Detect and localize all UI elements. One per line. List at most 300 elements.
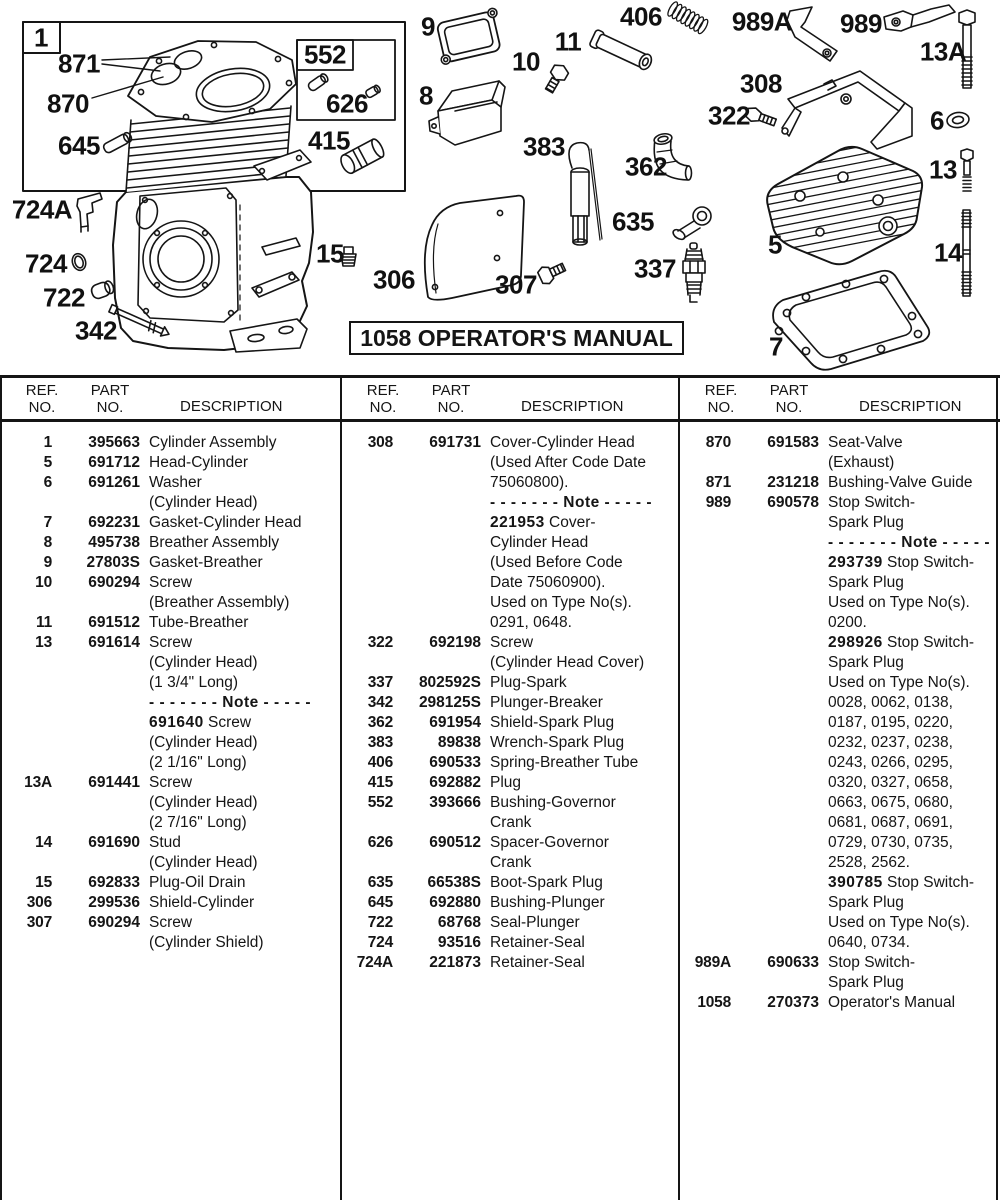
ref-no-cell: 14 — [35, 834, 52, 851]
parts-table-row — [343, 693, 676, 713]
part-no-cell: 66538S — [427, 874, 481, 891]
part-callout-label: 871 — [58, 48, 100, 79]
description-cell: (1 3/4" Long) — [149, 674, 239, 691]
part-callout-label: 15 — [316, 238, 344, 269]
parts-table-row — [2, 513, 338, 533]
part-no-cell — [393, 613, 481, 633]
part-722-seal-drawing — [90, 279, 115, 300]
parts-table-row — [343, 953, 676, 973]
parts-table-row — [2, 653, 338, 673]
parts-table-row — [681, 933, 994, 953]
parts-table-row — [343, 593, 676, 613]
operators-manual-box: 1058 OPERATOR'S MANUAL — [349, 321, 684, 355]
description-cell: 0232, 0237, 0238, — [828, 734, 953, 751]
parts-table-row — [343, 653, 676, 673]
part-callout-label: 724A — [11, 194, 73, 225]
part-no-cell — [731, 513, 819, 533]
description-cell: Used on Type No(s). — [490, 594, 632, 611]
description-cell: Operator's Manual — [828, 994, 956, 1011]
parts-table-row — [2, 733, 338, 753]
parts-table-row — [681, 453, 994, 473]
parts-table-row — [681, 553, 994, 573]
part-no-cell — [731, 773, 819, 793]
part-no-cell — [52, 693, 140, 713]
part-callout-label: 307 — [495, 269, 537, 300]
col2-part-header: PART NO. — [431, 382, 471, 416]
parts-table-row — [2, 893, 338, 913]
ref-no-cell — [681, 753, 731, 773]
description-cell: 298926 Stop Switch- — [828, 634, 975, 651]
description-cell: Used on Type No(s). — [828, 674, 970, 691]
part-callout-label: 870 — [47, 88, 89, 119]
parts-table-row — [2, 573, 338, 593]
part-callout-label: 626 — [326, 88, 368, 119]
parts-table-row — [343, 913, 676, 933]
parts-table-row — [681, 573, 994, 593]
parts-table-row — [681, 953, 994, 973]
description-cell: 0200. — [828, 614, 867, 631]
col1-ref-header: REF. NO. — [25, 382, 59, 416]
parts-table-row — [343, 473, 676, 493]
description-cell: - - - - - - - Note - - - - - — [490, 494, 653, 511]
part-no-cell: 299536 — [88, 894, 140, 911]
parts-table-row — [2, 933, 338, 953]
description-cell: Cylinder Assembly — [149, 434, 277, 451]
parts-table-row — [2, 453, 338, 473]
parts-table-row — [681, 913, 994, 933]
parts-table-row — [2, 593, 338, 613]
part-no-cell — [731, 753, 819, 773]
parts-table-row — [343, 873, 676, 893]
part-no-cell — [393, 533, 481, 553]
description-cell: Bushing-Governor — [490, 794, 616, 811]
part-callout-label: 322 — [708, 100, 750, 131]
part-no-cell — [731, 833, 819, 853]
parts-table-row — [343, 833, 676, 853]
table-top-rule — [0, 375, 1000, 378]
part-635-boot-drawing — [671, 207, 711, 241]
ref-no-cell — [681, 553, 731, 573]
parts-table-row — [2, 793, 338, 813]
parts-table-row — [681, 993, 994, 1013]
part-no-cell: 691954 — [429, 714, 481, 731]
ref-no-cell — [343, 473, 393, 493]
description-cell: Date 75060900). — [490, 574, 606, 591]
description-cell: Plug-Spark — [490, 674, 567, 691]
parts-table-row — [343, 813, 676, 833]
description-cell: Cover-Cylinder Head — [490, 434, 635, 451]
description-cell: Cylinder Head — [490, 534, 589, 551]
part-no-cell: 393666 — [429, 794, 481, 811]
parts-table-row — [681, 813, 994, 833]
part-1-cylinder-assembly-drawing — [92, 41, 313, 352]
description-cell: (Exhaust) — [828, 454, 895, 471]
parts-table-row — [681, 893, 994, 913]
ref-no-cell: 870 — [705, 434, 731, 451]
parts-table-row — [2, 713, 338, 733]
table-header-rule — [0, 419, 1000, 422]
ref-no-cell: 9 — [43, 554, 52, 571]
part-no-cell: 802592S — [418, 674, 481, 691]
description-cell: Plug-Oil Drain — [149, 874, 246, 891]
description-cell: 691640 Screw — [149, 714, 252, 731]
part-no-cell — [393, 853, 481, 873]
description-cell: 293739 Stop Switch- — [828, 554, 975, 571]
description-cell: Stop Switch- — [828, 954, 916, 971]
ref-no-cell — [681, 933, 731, 953]
part-no-cell — [731, 853, 819, 873]
col2-description-header: DESCRIPTION — [521, 398, 624, 415]
description-cell: Used on Type No(s). — [828, 914, 970, 931]
parts-table-row — [343, 493, 676, 513]
ref-no-cell — [2, 713, 52, 733]
parts-table-row — [2, 813, 338, 833]
part-no-cell — [52, 793, 140, 813]
description-cell: (Cylinder Head Cover) — [490, 654, 645, 671]
part-no-cell: 690294 — [88, 574, 140, 591]
description-cell: Spark Plug — [828, 574, 904, 591]
parts-table-row — [2, 613, 338, 633]
part-no-cell — [52, 853, 140, 873]
description-cell: Shield-Cylinder — [149, 894, 255, 911]
part-no-cell: 691512 — [88, 614, 140, 631]
part-no-cell: 692833 — [88, 874, 140, 891]
parts-table-row — [681, 793, 994, 813]
parts-table-row — [681, 753, 994, 773]
description-cell: Bushing-Valve Guide — [828, 474, 973, 491]
parts-table-row — [343, 853, 676, 873]
part-no-cell: 690578 — [767, 494, 819, 511]
table-right-border — [996, 375, 998, 1200]
parts-table-row — [681, 973, 994, 993]
part-no-cell: 68768 — [437, 914, 481, 931]
description-cell: 0028, 0062, 0138, — [828, 694, 953, 711]
part-no-cell — [393, 573, 481, 593]
parts-table-row — [681, 493, 994, 513]
part-no-cell — [393, 553, 481, 573]
description-cell: Head-Cylinder — [149, 454, 249, 471]
part-337-spark-plug-drawing — [683, 243, 705, 302]
part-7-gasket-drawing — [773, 271, 929, 370]
ref-no-cell — [681, 593, 731, 613]
description-cell: 0291, 0648. — [490, 614, 572, 631]
ref-no-cell — [343, 653, 393, 673]
part-no-cell — [52, 493, 140, 513]
description-cell: Screw — [490, 634, 534, 651]
part-no-cell — [731, 913, 819, 933]
ref-no-cell — [2, 593, 52, 613]
parts-table-row — [343, 533, 676, 553]
ref-no-cell — [2, 653, 52, 673]
ref-no-cell — [681, 533, 731, 553]
description-cell: 0681, 0687, 0691, — [828, 814, 953, 831]
description-cell: 0187, 0195, 0220, — [828, 714, 953, 731]
parts-table-row — [681, 853, 994, 873]
parts-table-row — [343, 753, 676, 773]
part-callout-label: 989 — [840, 8, 882, 39]
parts-table-row — [681, 673, 994, 693]
parts-column-1 — [2, 433, 338, 953]
ref-no-cell — [343, 553, 393, 573]
part-13-screw-drawing — [961, 149, 973, 191]
description-cell: 0320, 0327, 0658, — [828, 774, 953, 791]
ref-no-cell — [2, 933, 52, 953]
part-no-cell: 270373 — [767, 994, 819, 1011]
ref-no-cell: 13 — [35, 634, 52, 651]
parts-table-row — [343, 553, 676, 573]
description-cell: 2528, 2562. — [828, 854, 910, 871]
ref-no-cell: 1058 — [697, 994, 731, 1011]
description-cell: Boot-Spark Plug — [490, 874, 603, 891]
description-cell: 221953 Cover- — [490, 514, 596, 531]
parts-table-row — [681, 593, 994, 613]
parts-table-row — [2, 753, 338, 773]
ref-no-cell — [2, 853, 52, 873]
part-no-cell: 298125S — [418, 694, 481, 711]
ref-no-cell — [681, 673, 731, 693]
ref-no-cell — [343, 593, 393, 613]
parts-table-row — [2, 553, 338, 573]
description-cell: (Breather Assembly) — [149, 594, 290, 611]
description-cell: Spark Plug — [828, 974, 904, 991]
parts-table-row — [2, 433, 338, 453]
part-no-cell — [52, 733, 140, 753]
ref-no-cell: 8 — [43, 534, 52, 551]
table-divider-1 — [340, 375, 342, 1200]
ref-no-cell — [2, 673, 52, 693]
part-callout-label: 306 — [373, 264, 415, 295]
description-cell: Crank — [490, 854, 532, 871]
part-no-cell — [52, 653, 140, 673]
part-no-cell — [731, 933, 819, 953]
description-cell: 0640, 0734. — [828, 934, 910, 951]
part-callout-label: 645 — [58, 130, 100, 161]
description-cell: Retainer-Seal — [490, 934, 585, 951]
ref-no-cell — [681, 453, 731, 473]
parts-column-3 — [681, 433, 994, 1013]
parts-table-row — [2, 473, 338, 493]
ref-no-cell — [681, 893, 731, 913]
ref-no-cell — [681, 613, 731, 633]
ref-no-cell: 15 — [35, 874, 52, 891]
part-no-cell — [731, 793, 819, 813]
part-no-cell: 27803S — [86, 554, 140, 571]
ref-no-cell — [2, 813, 52, 833]
ref-no-cell — [343, 533, 393, 553]
ref-no-cell: 308 — [367, 434, 393, 451]
ref-no-cell — [343, 453, 393, 473]
description-cell: - - - - - - - Note - - - - - — [828, 534, 991, 551]
ref-no-cell — [681, 633, 731, 653]
part-no-cell — [731, 673, 819, 693]
ref-no-cell — [681, 513, 731, 533]
part-9-gasket-drawing — [432, 8, 505, 65]
part-callout-label: 989A — [731, 6, 793, 37]
description-cell: Spacer-Governor — [490, 834, 609, 851]
description-cell: Shield-Spark Plug — [490, 714, 615, 731]
part-989A-stop-switch-drawing — [787, 7, 837, 61]
parts-table-row — [343, 633, 676, 653]
description-cell: - - - - - - - Note - - - - - — [149, 694, 312, 711]
parts-table-row — [681, 693, 994, 713]
part-callout-label: 337 — [634, 253, 676, 284]
part-no-cell — [731, 693, 819, 713]
parts-table-row — [343, 433, 676, 453]
description-cell: Wrench-Spark Plug — [490, 734, 625, 751]
parts-table-row — [681, 533, 994, 553]
part-no-cell: 690512 — [429, 834, 481, 851]
part-no-cell — [52, 593, 140, 613]
parts-table-row — [681, 653, 994, 673]
part-8-breather-drawing — [429, 81, 505, 145]
part-callout-label: 9 — [421, 11, 435, 42]
ref-no-cell — [2, 493, 52, 513]
ref-no-cell — [681, 773, 731, 793]
ref-no-cell — [681, 853, 731, 873]
description-cell: (Cylinder Head) — [149, 654, 258, 671]
ref-no-cell — [343, 573, 393, 593]
part-no-cell: 691261 — [88, 474, 140, 491]
ref-no-cell — [343, 613, 393, 633]
part-no-cell — [731, 553, 819, 573]
part-callout-label: 1 — [34, 22, 48, 53]
part-callout-label: 5 — [768, 229, 782, 260]
description-cell: Stud — [149, 834, 181, 851]
part-724-retainer-drawing — [70, 252, 88, 272]
ref-no-cell — [681, 693, 731, 713]
ref-no-cell: 724 — [367, 934, 393, 951]
description-cell: (Cylinder Shield) — [149, 934, 264, 951]
part-callout-label: 6 — [930, 105, 944, 136]
description-cell: Spark Plug — [828, 894, 904, 911]
parts-table-row — [2, 833, 338, 853]
ref-no-cell — [681, 833, 731, 853]
description-cell: Tube-Breather — [149, 614, 249, 631]
part-14-stud-drawing — [962, 210, 971, 296]
ref-no-cell — [681, 813, 731, 833]
part-no-cell: 89838 — [437, 734, 481, 751]
parts-table-row — [681, 733, 994, 753]
description-cell: Seat-Valve — [828, 434, 903, 451]
ref-no-cell: 415 — [367, 774, 393, 791]
ref-no-cell: 722 — [367, 914, 393, 931]
col1-description-header: DESCRIPTION — [180, 398, 283, 415]
part-callout-label: 406 — [620, 1, 662, 32]
part-no-cell — [731, 533, 819, 553]
part-callout-label: 308 — [740, 68, 782, 99]
part-callout-label: 342 — [75, 315, 117, 346]
ref-no-cell: 13A — [24, 774, 52, 791]
ref-no-cell: 635 — [367, 874, 393, 891]
part-no-cell — [731, 733, 819, 753]
description-cell: Plug — [490, 774, 522, 791]
part-6-washer-drawing — [946, 111, 970, 129]
description-cell: (Cylinder Head) — [149, 494, 258, 511]
part-no-cell — [52, 753, 140, 773]
description-cell: Gasket-Cylinder Head — [149, 514, 302, 531]
ref-no-cell: 406 — [367, 754, 393, 771]
description-cell: Screw — [149, 914, 193, 931]
ref-no-cell — [2, 733, 52, 753]
description-cell: Spark Plug — [828, 654, 904, 671]
ref-no-cell: 322 — [367, 634, 393, 651]
part-307-screw-drawing — [537, 259, 568, 286]
part-callout-label: 724 — [25, 248, 67, 279]
ref-no-cell: 307 — [26, 914, 52, 931]
description-cell: (Cylinder Head) — [149, 794, 258, 811]
part-10-screw-drawing — [542, 62, 570, 95]
description-cell: Screw — [149, 574, 193, 591]
description-cell: (Cylinder Head) — [149, 854, 258, 871]
part-no-cell: 692231 — [88, 514, 140, 531]
parts-table-row — [2, 873, 338, 893]
ref-no-cell — [681, 913, 731, 933]
ref-no-cell — [681, 873, 731, 893]
description-cell: Breather Assembly — [149, 534, 280, 551]
part-callout-label: 415 — [308, 125, 350, 156]
part-no-cell — [52, 813, 140, 833]
part-no-cell — [393, 813, 481, 833]
col3-description-header: DESCRIPTION — [859, 398, 962, 415]
ref-no-cell — [2, 693, 52, 713]
part-308-cover-drawing — [782, 71, 912, 149]
description-cell: Crank — [490, 814, 532, 831]
part-no-cell — [52, 933, 140, 953]
part-no-cell — [731, 813, 819, 833]
part-no-cell — [731, 613, 819, 633]
description-cell: (2 7/16" Long) — [149, 814, 247, 831]
parts-diagram — [0, 0, 1000, 377]
description-cell: (Cylinder Head) — [149, 734, 258, 751]
part-no-cell: 691614 — [88, 634, 140, 651]
ref-no-cell — [681, 573, 731, 593]
ref-no-cell: 7 — [43, 514, 52, 531]
col3-ref-header: REF. NO. — [704, 382, 738, 416]
ref-no-cell: 11 — [36, 614, 52, 631]
part-callout-label: 552 — [304, 39, 346, 70]
table-divider-2 — [678, 375, 680, 1200]
ref-no-cell — [343, 813, 393, 833]
ref-no-cell: 383 — [367, 734, 393, 751]
parts-table-row — [343, 453, 676, 473]
part-callout-label: 722 — [43, 282, 85, 313]
ref-no-cell: 989 — [705, 494, 731, 511]
parts-table-row — [2, 533, 338, 553]
ref-no-cell — [343, 853, 393, 873]
description-cell: Stop Switch- — [828, 494, 916, 511]
part-callout-label: 13A — [919, 36, 967, 67]
part-no-cell — [393, 453, 481, 473]
part-no-cell: 692880 — [429, 894, 481, 911]
description-cell: Used on Type No(s). — [828, 594, 970, 611]
ref-no-cell: 306 — [26, 894, 52, 911]
description-cell: 390785 Stop Switch- — [828, 874, 975, 891]
description-cell: Spark Plug — [828, 514, 904, 531]
part-no-cell — [393, 593, 481, 613]
ref-no-cell — [681, 653, 731, 673]
part-no-cell — [393, 493, 481, 513]
ref-no-cell: 871 — [705, 474, 731, 491]
ref-no-cell: 645 — [367, 894, 393, 911]
part-no-cell: 690633 — [767, 954, 819, 971]
ref-no-cell — [681, 733, 731, 753]
description-cell: (2 1/16" Long) — [149, 754, 247, 771]
description-cell: Washer — [149, 474, 202, 491]
description-cell: 0729, 0730, 0735, — [828, 834, 953, 851]
description-cell: Plunger-Breaker — [490, 694, 603, 711]
part-no-cell — [52, 673, 140, 693]
part-no-cell — [731, 633, 819, 653]
